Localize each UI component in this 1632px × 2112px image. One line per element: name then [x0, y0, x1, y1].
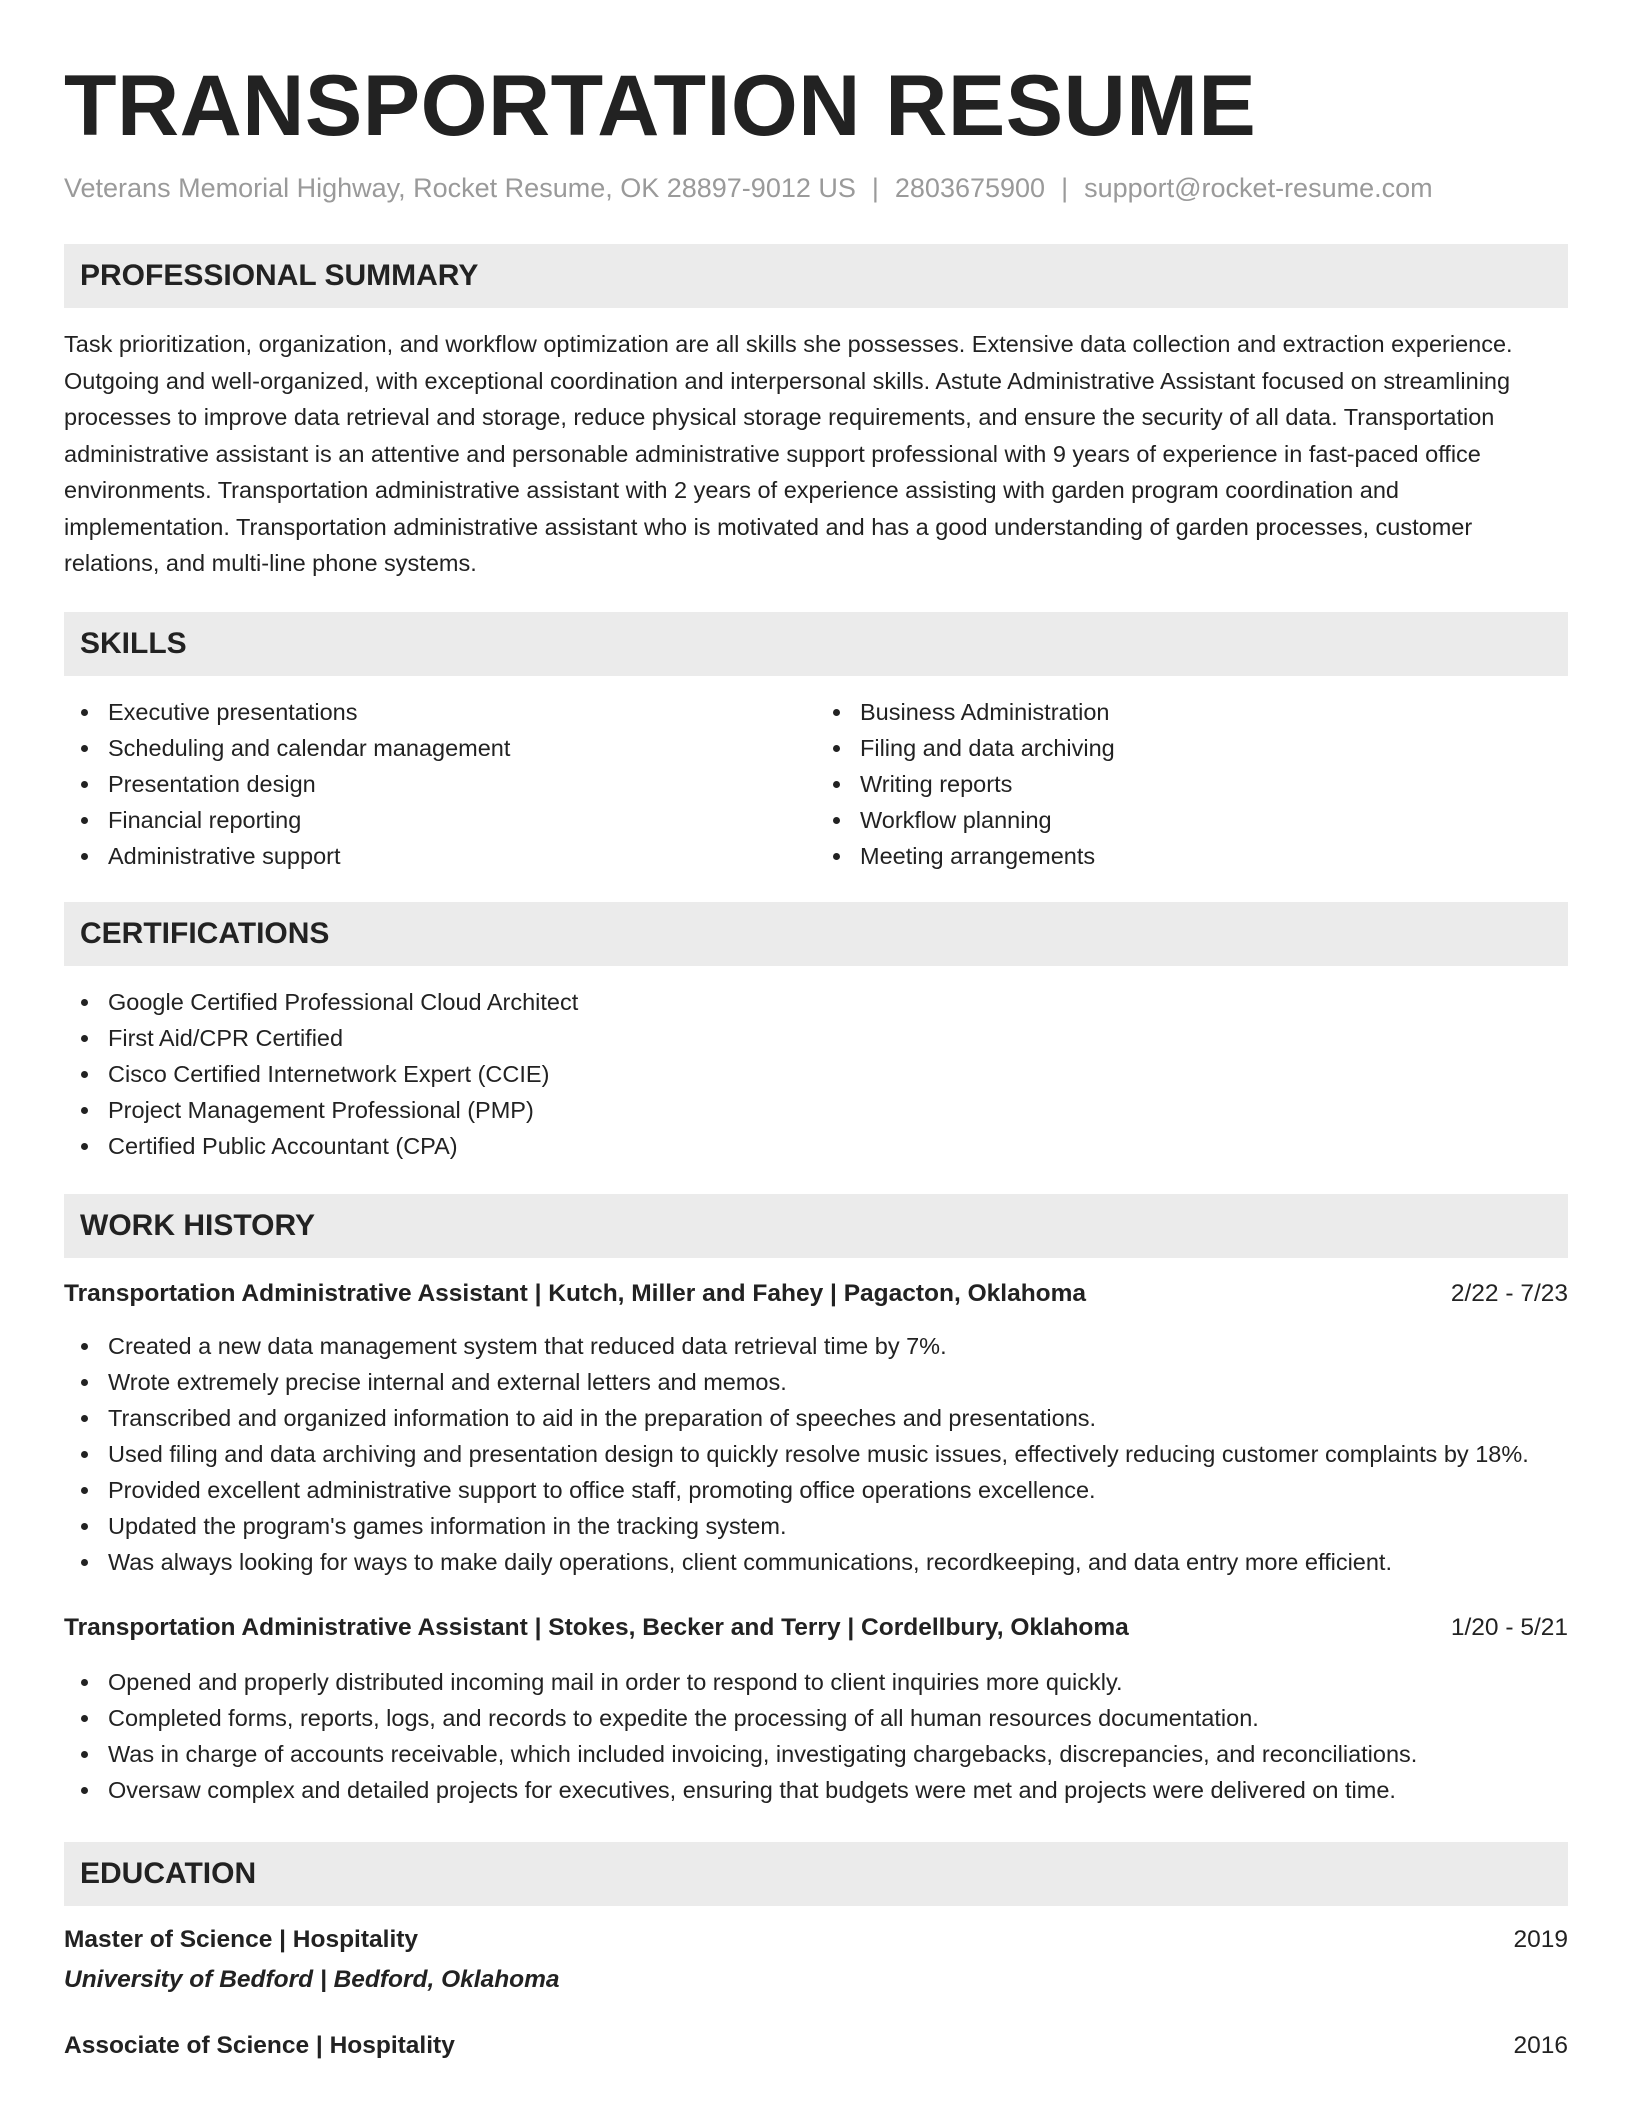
- job-title: Transportation Administrative Assistant | Kutch, Miller and Fahey | Pagacton, Oklahoma: [64, 1279, 1087, 1307]
- job-bullet: Was always looking for ways to make daily operations, client communications, recordkeeping, and data entry more efficient.: [108, 1544, 1568, 1580]
- skill-item: Executive presentations: [108, 694, 816, 730]
- job-heading-row: [64, 1610, 1568, 1646]
- education-entry: [64, 2028, 1568, 2064]
- skills-grid: [64, 676, 1568, 874]
- skill-item: Presentation design: [108, 766, 816, 802]
- job-bullets: [64, 1328, 1568, 1580]
- skill-item: Financial reporting: [108, 802, 816, 838]
- certification-item: Cisco Certified Internetwork Expert (CCIE): [108, 1056, 1568, 1092]
- job-bullet: Used filing and data archiving and presentation design to quickly resolve music issues, effectively reducing customer complaints by 18%.: [108, 1436, 1568, 1472]
- work-history-section: [64, 1194, 1568, 1808]
- education-date: 2019: [1513, 1925, 1568, 1953]
- certification-item: Project Management Professional (PMP): [108, 1092, 1568, 1128]
- job-bullet: Created a new data management system that reduced data retrieval time by 7%.: [108, 1328, 1568, 1364]
- education-heading-row: [64, 1922, 1568, 1958]
- job-bullet: Wrote extremely precise internal and external letters and memos.: [108, 1364, 1568, 1400]
- education-school: University of Bedford | Bedford, Oklahoma: [64, 1965, 560, 1993]
- skill-item: Workflow planning: [860, 802, 1568, 838]
- contact-separator: |: [1061, 173, 1069, 203]
- section-header-skills: SKILLS: [64, 612, 1568, 676]
- job-date: 1/20 - 5/21: [1450, 1613, 1568, 1641]
- skill-item: Filing and data archiving: [860, 730, 1568, 766]
- job-bullets: [64, 1664, 1568, 1808]
- job-entry: [64, 1610, 1568, 1808]
- contact-separator: |: [871, 173, 879, 203]
- job-bullet: Provided excellent administrative support to office staff, promoting office operations excellence.: [108, 1472, 1568, 1508]
- education-entry: [64, 1922, 1568, 1998]
- section-header-education: EDUCATION: [64, 1842, 1568, 1906]
- certification-item: Certified Public Accountant (CPA): [108, 1128, 1568, 1164]
- certification-item: First Aid/CPR Certified: [108, 1020, 1568, 1056]
- education-degree: Master of Science | Hospitality: [64, 1925, 419, 1953]
- skill-item: Meeting arrangements: [860, 838, 1568, 874]
- contact-line: [64, 168, 1568, 208]
- education-degree: Associate of Science | Hospitality: [64, 2031, 455, 2059]
- job-bullet: Completed forms, reports, logs, and records to expedite the processing of all human resources documentation.: [108, 1700, 1568, 1736]
- contact-phone: 2803675900: [894, 173, 1046, 203]
- section-header-summary: PROFESSIONAL SUMMARY: [64, 244, 1568, 308]
- job-bullet: Opened and properly distributed incoming mail in order to respond to client inquiries more quickly.: [108, 1664, 1568, 1700]
- summary-text: Task prioritization, organization, and workflow optimization are all skills she possesses. Extensive data collection and extraction experience. Outgoing and well-organized, with exceptional coordination and interpersonal skills. Astute Administrative Assistant focused on streamlining processes to improve data retrieval and storage, reduce physical storage requirements, and ensure the security of all data. Transportation administrative assistant is an attentive and personable administrative support professional with 9 years of experience in fast-paced office environments. Transportation administrative assistant with 2 years of experience assisting with garden program coordination and implementation. Transportation administrative assistant who is motivated and has a good understanding of garden processes, customer relations, and multi-line phone systems.: [64, 331, 1513, 576]
- job-bullet: Was in charge of accounts receivable, which included invoicing, investigating chargebacks, discrepancies, and reconciliations.: [108, 1736, 1568, 1772]
- contact-address: Veterans Memorial Highway, Rocket Resume, OK 28897-9012 US: [64, 173, 856, 203]
- job-heading-row: [64, 1276, 1568, 1312]
- job-entry: [64, 1276, 1568, 1580]
- section-header-work-history: WORK HISTORY: [64, 1194, 1568, 1258]
- resume-title: TRANSPORTATION RESUME: [64, 58, 1257, 154]
- skills-section: [64, 612, 1568, 874]
- skills-list-right: [816, 694, 1568, 874]
- education-heading-row: [64, 2028, 1568, 2064]
- certifications-section: [64, 902, 1568, 1164]
- skill-item: Writing reports: [860, 766, 1568, 802]
- job-date: 2/22 - 7/23: [1450, 1279, 1568, 1307]
- certification-item: Google Certified Professional Cloud Architect: [108, 984, 1568, 1020]
- skill-item: Business Administration: [860, 694, 1568, 730]
- section-header-certifications: CERTIFICATIONS: [64, 902, 1568, 966]
- summary-section: [64, 244, 1568, 582]
- job-title: Transportation Administrative Assistant | Stokes, Becker and Terry | Cordellbury, Oklahoma: [64, 1613, 1129, 1641]
- job-bullet: Updated the program's games information in the tracking system.: [108, 1508, 1568, 1544]
- education-date: 2016: [1513, 2031, 1568, 2059]
- certifications-list: [64, 984, 1568, 1164]
- skills-list-left: [64, 694, 816, 874]
- job-bullet: Oversaw complex and detailed projects for executives, ensuring that budgets were met and projects were delivered on time.: [108, 1772, 1568, 1808]
- job-bullet: Transcribed and organized information to aid in the preparation of speeches and presentations.: [108, 1400, 1568, 1436]
- contact-email: support@rocket-resume.com: [1084, 173, 1433, 203]
- skill-item: Administrative support: [108, 838, 816, 874]
- education-section: [64, 1842, 1568, 2064]
- skill-item: Scheduling and calendar management: [108, 730, 816, 766]
